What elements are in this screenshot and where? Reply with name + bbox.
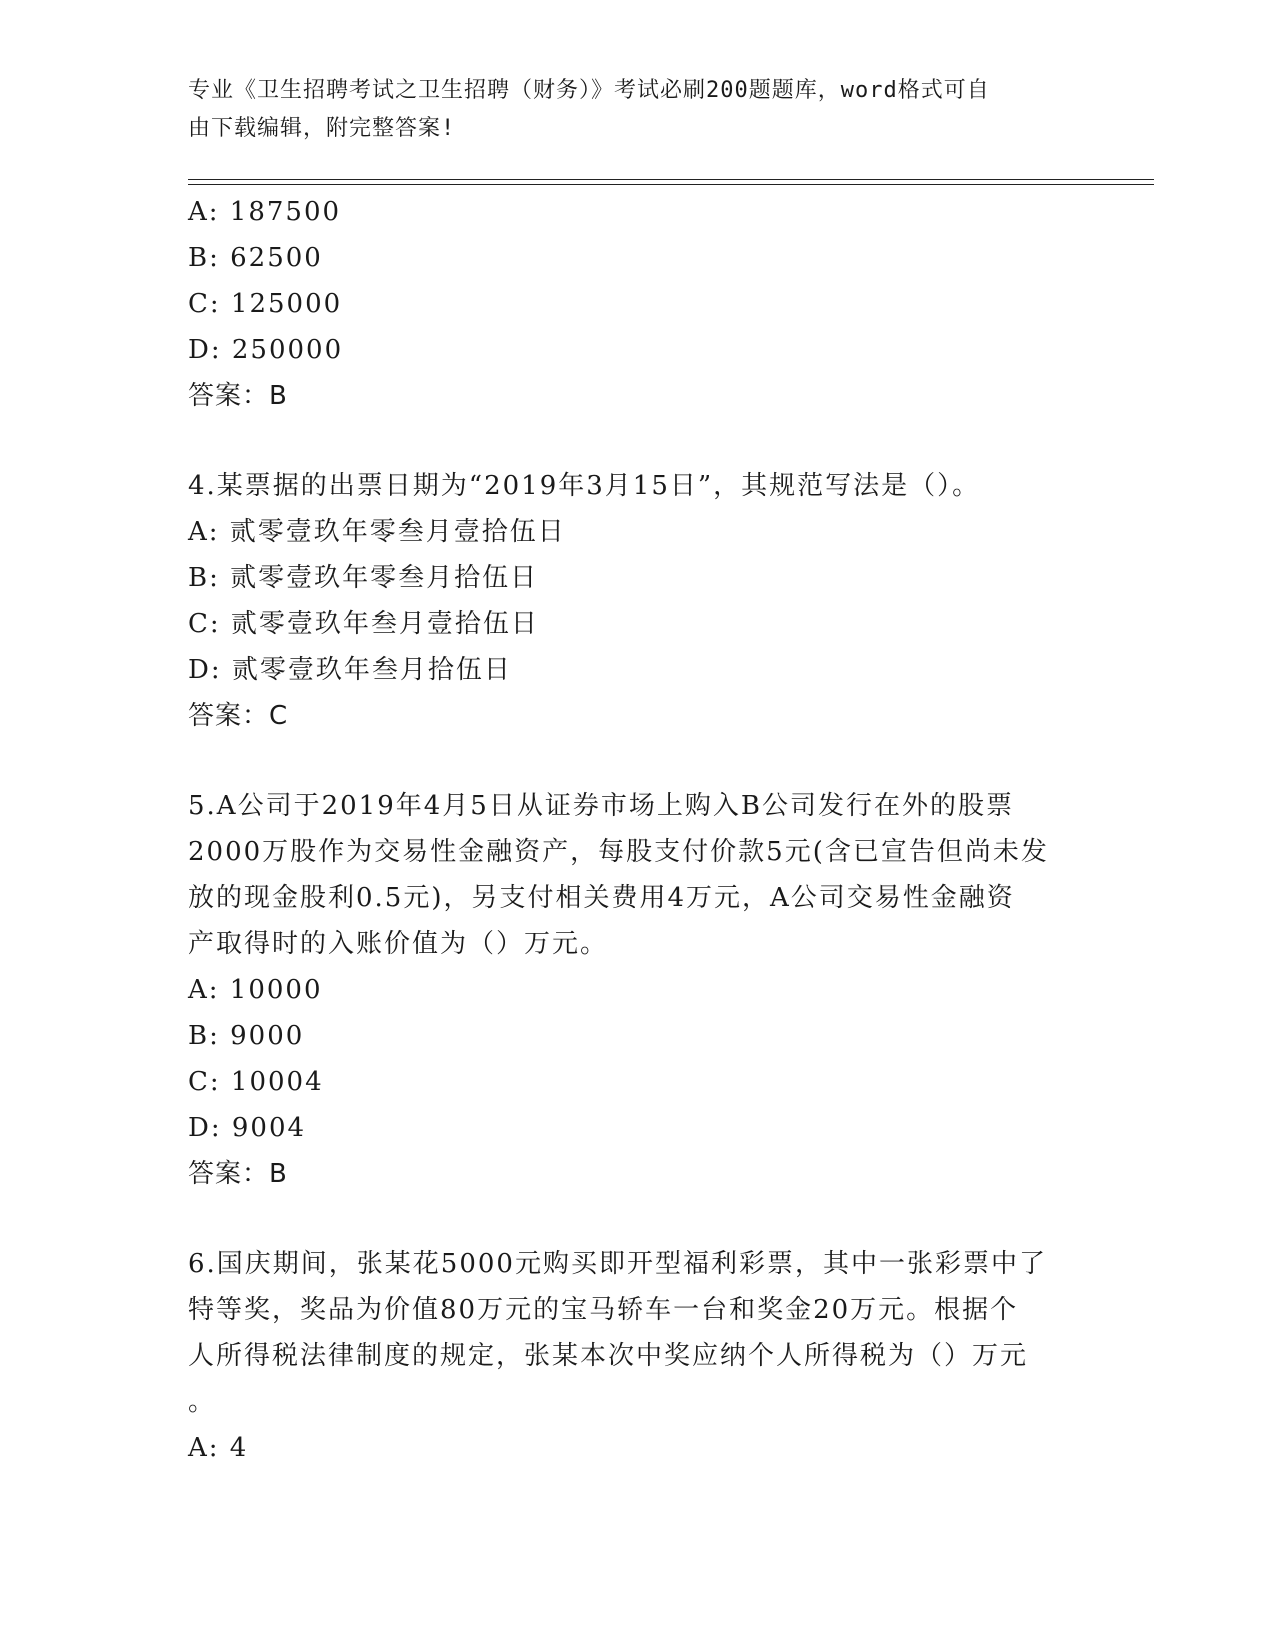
option-d: D: 贰零壹玖年叁月拾伍日 [188, 655, 512, 685]
question-4 [188, 463, 1088, 739]
header-divider-top [188, 179, 1154, 180]
answer-line: 答案：C [188, 701, 289, 731]
header-divider-bottom [188, 184, 1154, 185]
question-list [188, 189, 1088, 1471]
question-stem-line: 2000万股作为交易性金融资产，每股支付价款5元(含已宣告但尚未发 [188, 837, 1049, 867]
question-3 [188, 189, 1088, 419]
option-a: A: 10000 [188, 975, 323, 1005]
option-a: A: 187500 [188, 197, 342, 227]
question-stem-line: 4.某票据的出票日期为“2019年3月15日”，其规范写法是（）。 [188, 471, 981, 501]
option-a: A: 4 [188, 1433, 249, 1463]
question-stem-line: 。 [188, 1387, 217, 1417]
option-b: B: 9000 [188, 1021, 305, 1051]
question-5 [188, 783, 1088, 1197]
option-a: A: 贰零壹玖年零叁月壹拾伍日 [188, 517, 566, 547]
answer-line: 答案：B [188, 1159, 288, 1189]
question-stem-line: 5.A公司于2019年4月5日从证券市场上购入B公司发行在外的股票 [188, 791, 1014, 821]
option-b: B: 贰零壹玖年零叁月拾伍日 [188, 563, 539, 593]
question-6 [188, 1241, 1088, 1471]
header-line-2: 由下载编辑，附完整答案! [188, 116, 456, 141]
option-c: C: 10004 [188, 1067, 324, 1097]
answer-line: 答案：B [188, 381, 288, 411]
option-c: C: 贰零壹玖年叁月壹拾伍日 [188, 609, 539, 639]
document-header [188, 72, 1068, 148]
question-stem-line: 人所得税法律制度的规定，张某本次中奖应纳个人所得税为（）万元 [188, 1341, 1029, 1371]
question-stem-line: 特等奖，奖品为价值80万元的宝马轿车一台和奖金20万元。根据个 [188, 1295, 1019, 1325]
option-d: D: 250000 [188, 335, 344, 365]
question-stem-line: 产取得时的入账价值为（）万元。 [188, 929, 609, 959]
question-stem-line: 6.国庆期间，张某花5000元购买即开型福利彩票，其中一张彩票中了 [188, 1249, 1047, 1279]
option-c: C: 125000 [188, 289, 343, 319]
header-line-1: 专业《卫生招聘考试之卫生招聘（财务）》考试必刷200题题库，word格式可自 [188, 78, 990, 103]
option-b: B: 62500 [188, 243, 323, 273]
question-stem-line: 放的现金股利0.5元)，另支付相关费用4万元，A公司交易性金融资 [188, 883, 1015, 913]
option-d: D: 9004 [188, 1113, 307, 1143]
